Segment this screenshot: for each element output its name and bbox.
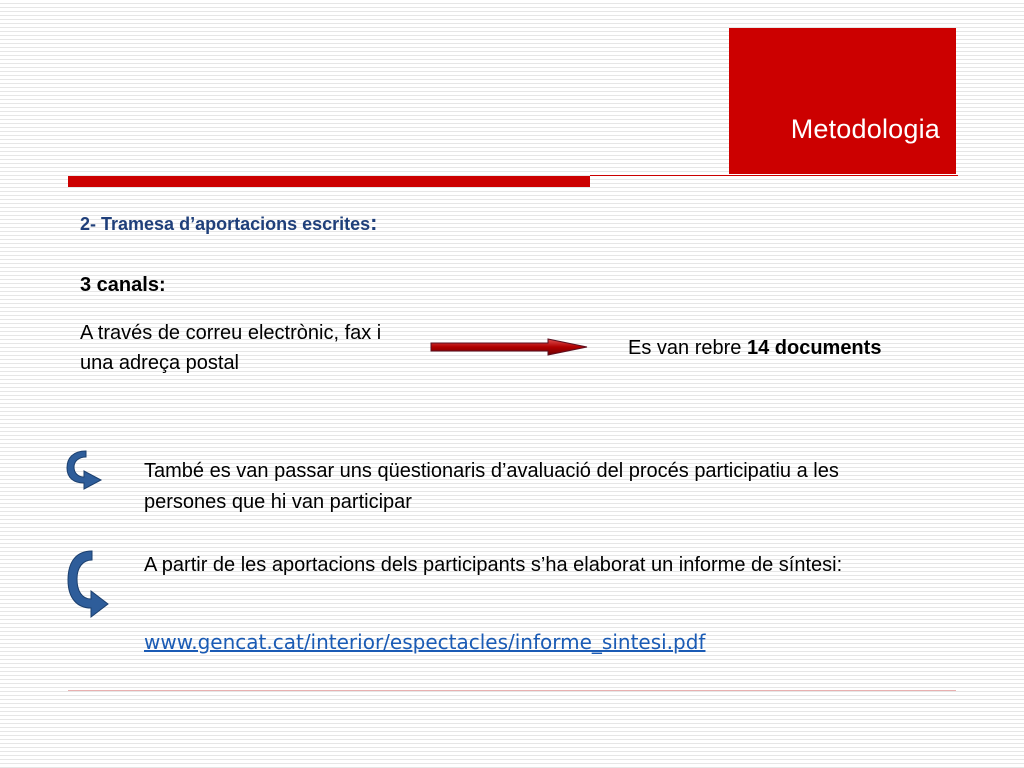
header-divider-line bbox=[590, 175, 958, 176]
result-text bbox=[628, 337, 881, 360]
title-box bbox=[729, 28, 956, 174]
result-count: 14 documents bbox=[746, 337, 882, 359]
report-link[interactable]: www.gencat.cat/interior/espectacles/informe_sintesi.pdf bbox=[144, 630, 706, 654]
curved-arrow-icon bbox=[64, 448, 104, 497]
canals-description: A través de correu electrònic, fax i una adreça postal bbox=[80, 322, 382, 374]
section-colon: : bbox=[370, 210, 378, 235]
section-number: 2- bbox=[80, 214, 97, 234]
report-paragraph: A partir de les aportacions dels participants s’ha elaborat un informe de síntesi: bbox=[144, 554, 843, 576]
questionnaire-paragraph: També es van passar uns qüestionaris d’avaluació del procés participatiu a les persones que hi van participar bbox=[144, 460, 839, 513]
footer-divider-line bbox=[68, 690, 956, 691]
result-prefix: Es van rebre bbox=[628, 337, 747, 359]
section-title: Tramesa d’aportacions escrites bbox=[96, 214, 371, 234]
slide-title: Metodologia bbox=[790, 114, 940, 144]
section-heading bbox=[80, 210, 377, 236]
canals-label: 3 canals: bbox=[80, 274, 166, 296]
right-arrow-icon bbox=[430, 338, 590, 361]
curved-arrow-icon bbox=[64, 548, 110, 625]
header-red-bar bbox=[68, 176, 590, 187]
